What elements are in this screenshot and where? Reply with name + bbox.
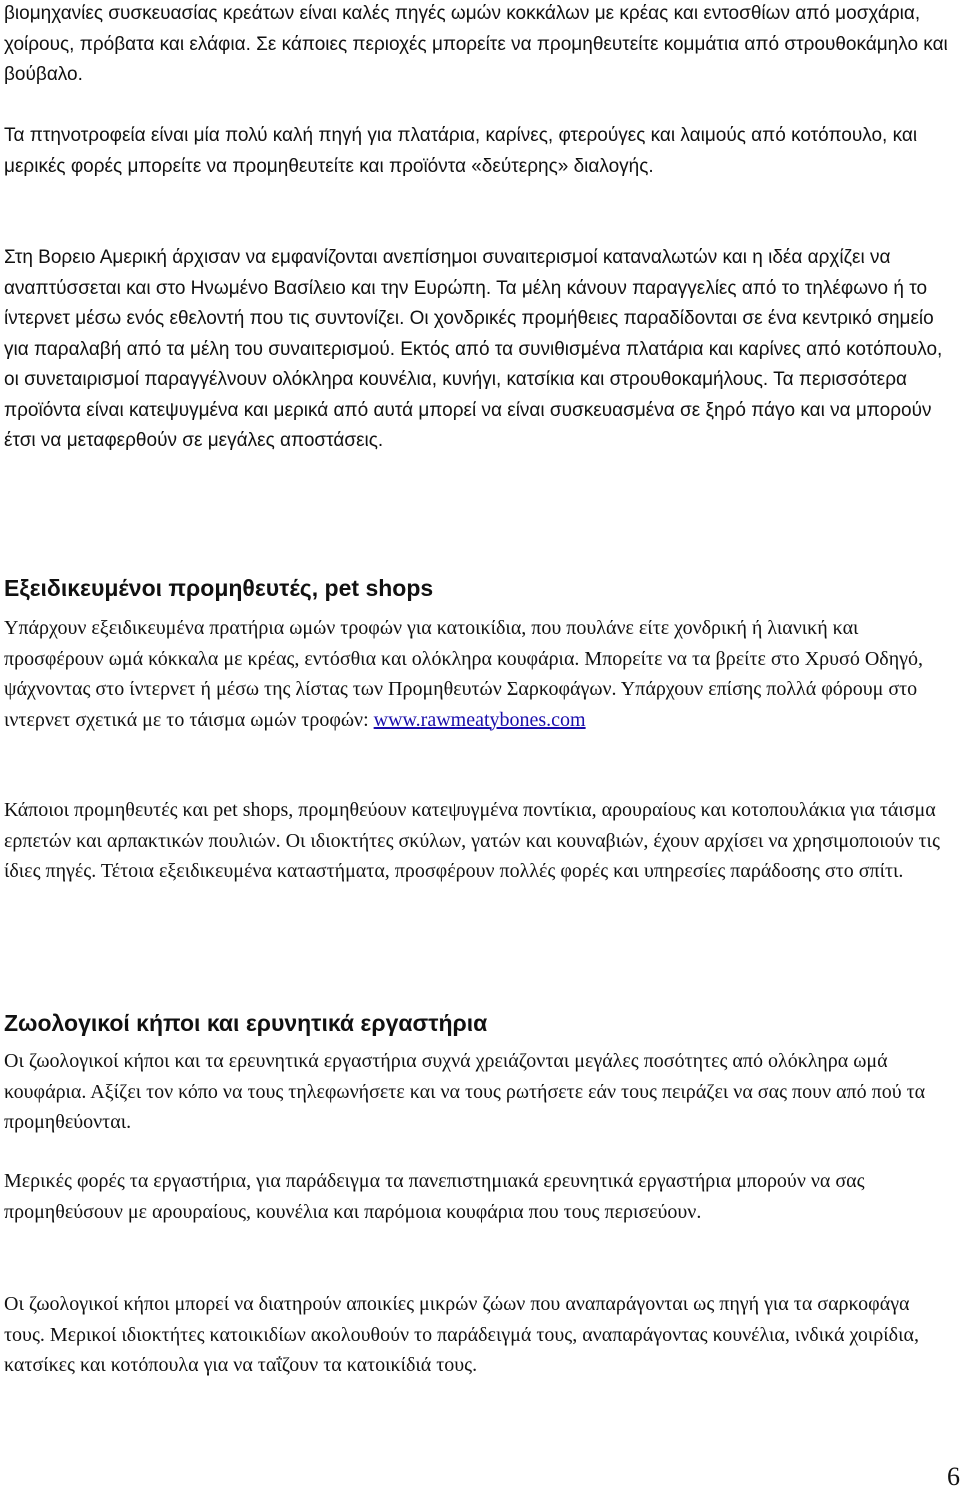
paragraph-frozen-rodents: Κάποιοι προμηθευτές και pet shops, προμηθεύουν κατεψυγμένα ποντίκια, αρουραίους και κοτοπουλάκια για τάισμα ερπετών και αρπακτικών πουλιών. Οι ιδιοκτήτες σκύλων, γατών και κουναβιών, έχουν αρχίσει να χρησιμοποιούν τις ίδιες πηγές. Τέτοια εξειδικευμένα καταστήματα, προσφέρουν πολλές φορές και υπηρεσίες παράδοσης στο σπίτι. xyxy=(4,799,940,882)
heading-specialized-suppliers: Εξειδικευμένοι προμηθευτές, pet shops xyxy=(4,575,434,601)
paragraph-raw-food-stores-text: Υπάρχουν εξειδικευμένα πρατήρια ωμών τροφών για κατοικίδια, που πουλάνε είτε χονδρική ή λιανική και προσφέρουν ωμά κόκκαλα με κρέας, εντόσθια και ολόκληρα κουφάρια. Μπορείτε να τα βρείτε στο Χρυσό Οδηγό, ψάχνοντας στο ίντερνετ ή μέσω της λίστας των Προμηθευτών Σαρκοφάγων. Υπάρχουν επίσης πολλά φόρουμ στο ιντερνετ σχετικά με το τάισμα ωμών τροφών: xyxy=(4,617,923,731)
rawmeatybones-link[interactable]: www.rawmeatybones.com xyxy=(373,708,586,731)
paragraph-raw-food-stores xyxy=(4,613,954,735)
paragraph-breeding-colonies: Οι ζωολογικοί κήποι μπορεί να διατηρούν αποικίες μικρών ζώων που αναπαράγονται ως πηγή για τα σαρκοφάγα τους. Μερικοί ιδιοκτήτες κατοικιδίων ακολουθούν το παράδειγμά τους, αναπαράγοντας κουνέλια, ινδικά χοιρίδια, κατσίκες και κοτόπουλα για να ταΐζουν τα κατοικίδιά τους. xyxy=(4,1293,919,1376)
paragraph-meat-packers: βιομηχανίες συσκευασίας κρεάτων είναι καλές πηγές ωμών κοκκάλων με κρέας και εντοσθίων από μοσχάρια, χοίρους, πρόβατα και ελάφια. Σε κάποιες περιοχές μπορείτε να προμηθευτείτε κομμάτια από στρουθοκάμηλο και βούβαλο. xyxy=(4,3,948,85)
paragraph-university-labs: Μερικές φορές τα εργαστήρια, για παράδειγμα τα πανεπιστημιακά ερευνητικά εργαστήρια μπορούν να σας προμηθεύσουν με αρουραίους, κουνέλια και παρόμοια κουφάρια που τους περισεύουν. xyxy=(4,1170,865,1223)
heading-zoos-labs: Ζωολογικοί κήποι και ερυνητικά εργαστήρια xyxy=(4,1010,488,1036)
paragraph-poultry-farms: Τα πτηνοτροφεία είναι μία πολύ καλή πηγή για πλατάρια, καρίνες, φτερούγες και λαιμούς από κοτόπουλο, και μερικές φορές μπορείτε να προμηθευτείτε και προϊόντα «δεύτερης» διαλογής. xyxy=(4,125,918,177)
page-number: 6 xyxy=(947,1462,960,1491)
paragraph-cooperatives: Στη Βορειο Αμερική άρχισαν να εμφανίζονται ανεπίσημοι συναιτερισμοί καταναλωτών και η ιδέα αρχίζει να αναπτύσσεται και στο Ηνωμένο Βασίλειο και την Ευρώπη. Τα μέλη κάνουν παραγγελίες από το τηλέφωνο ή το ίντερνετ μέσω ενός εθελοντή που τις συντονίζει. Οι χονδρικές προμήθειες παραδίδονται σε ένα κεντρικό σημείο για παραλαβή από τα μέλη του συναιτερισμού. Εκτός από τα συνιθισμένα πλατάρια και καρίνες από κοτόπουλο, οι συνεταιρισμοί παραγγέλνουν ολόκληρα κουνέλια, κυνήγι, κατσίκια και στρουθοκαμήλους. Τα περισσότερα προϊόντα είναι κατεψυγμένα και μερικά από αυτά μπορεί να είναι συσκευασμένα σε ξηρό πάγο και να μπορούν έτσι να μεταφερθούν σε μεγάλες αποστάσεις. xyxy=(4,247,943,451)
paragraph-zoos-labs: Οι ζωολογικοί κήποι και τα ερευνητικά εργαστήρια συχνά χρειάζονται μεγάλες ποσότητες από ολόκληρα ωμά κουφάρια. Αξίζει τον κόπο να τους τηλεφωνήσετε και να τους ρωτήσετε εάν τους πειράζει να σας πουν από πού τα προμηθεύονται. xyxy=(4,1050,926,1133)
